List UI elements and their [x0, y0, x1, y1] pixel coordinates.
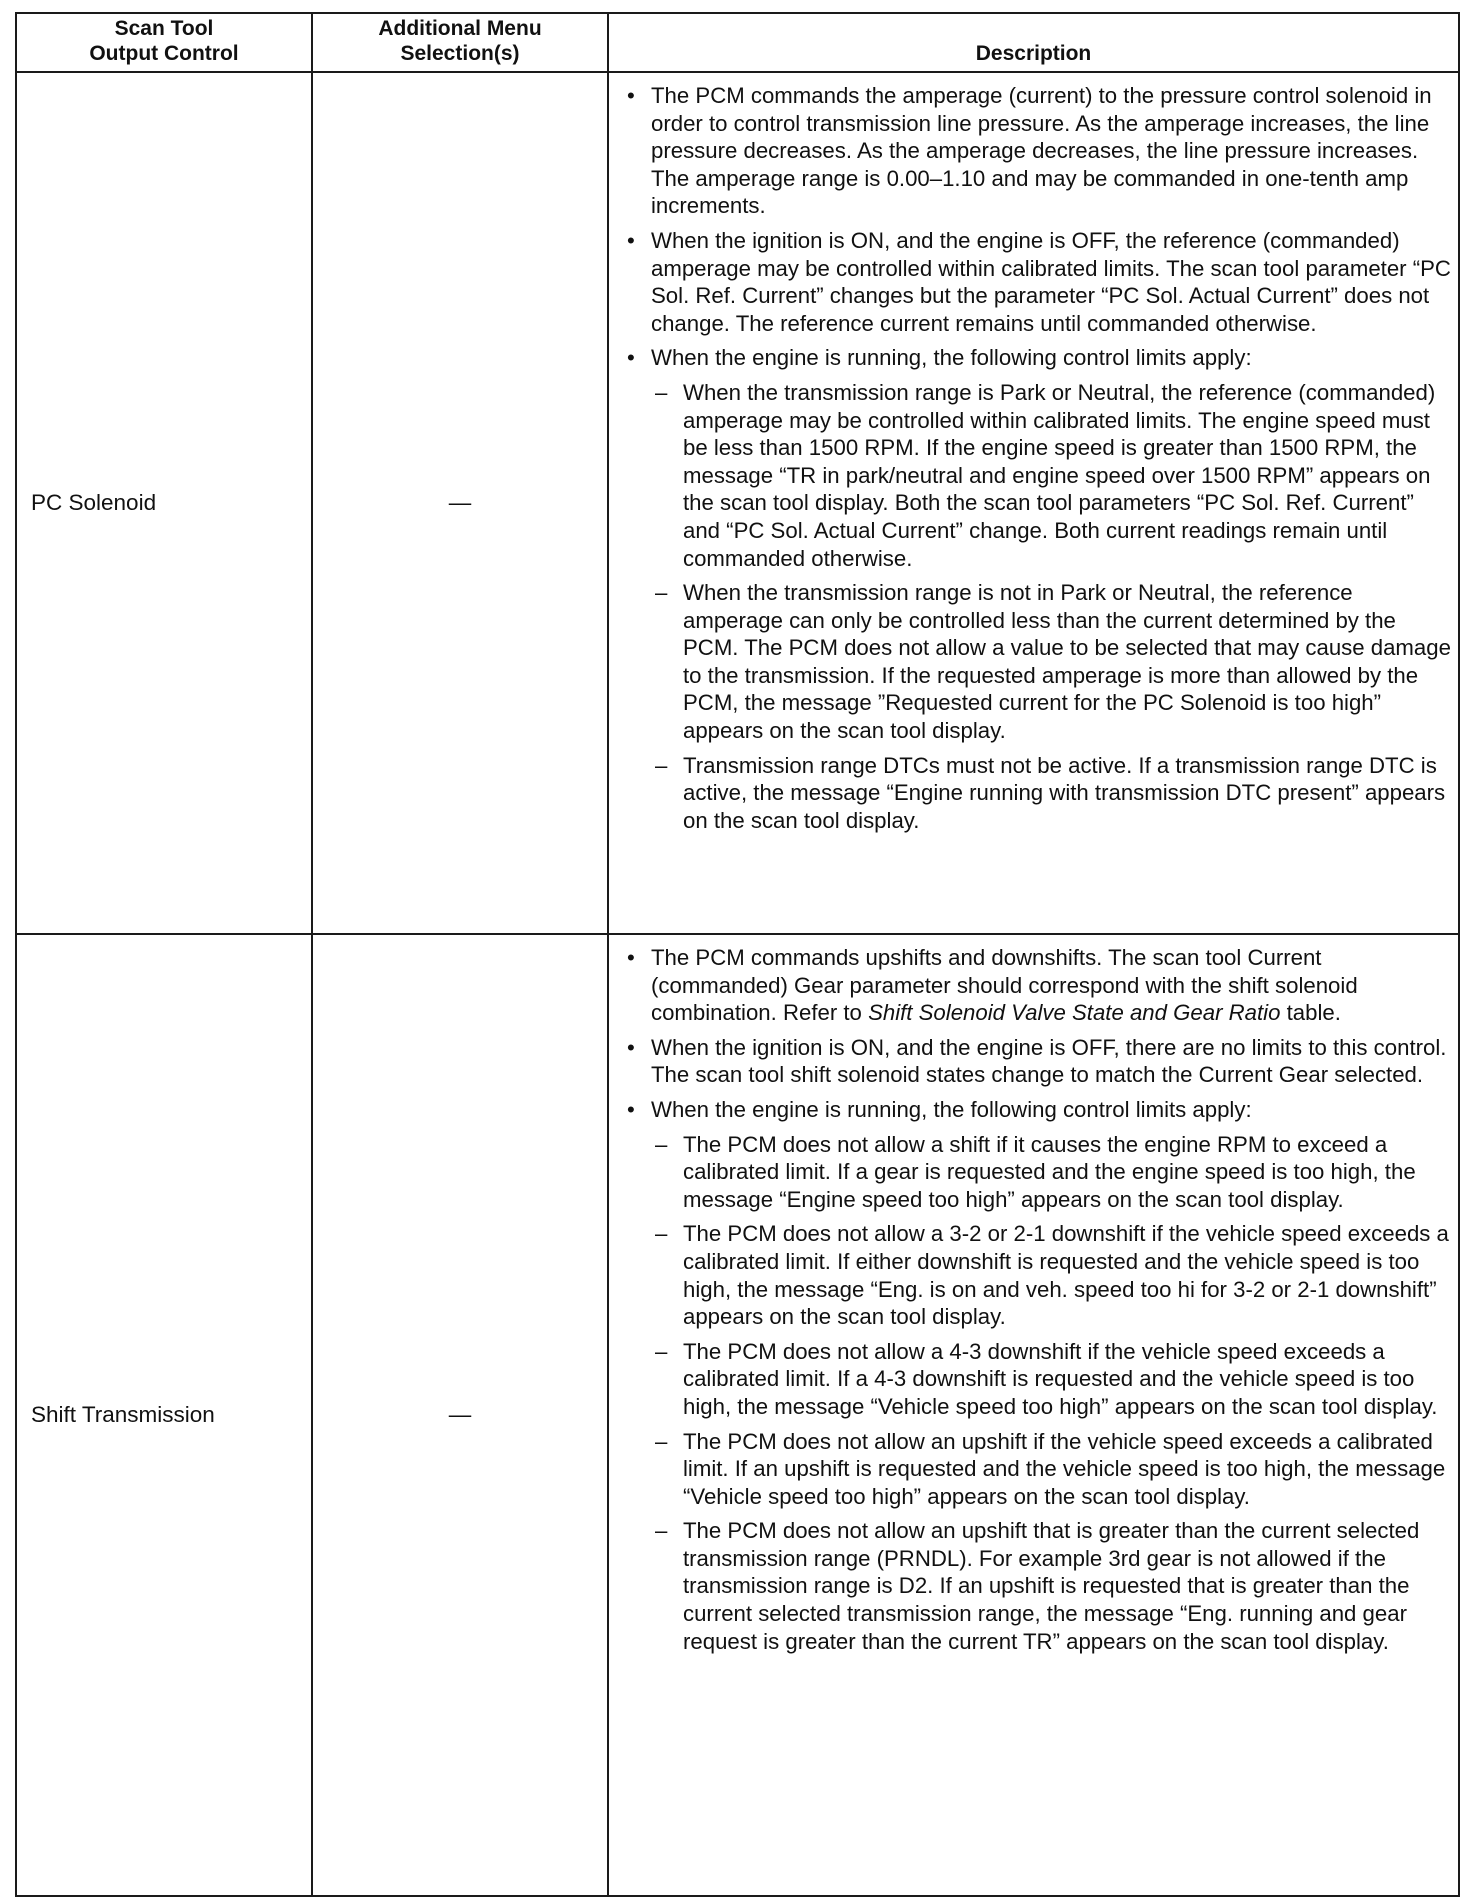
sub-item-text: When the transmission range is Park or Neutral, the reference (commanded) amperage may be controlled within calibrated limits. The engine speed must be less than 1500 RPM. If the engine speed is greater than 1500 RPM, the message “TR in park/neutral and engine speed over 1500 RPM” appears on the scan tool display. Both the scan tool parameters “PC Sol. Ref. Current” and “PC Sol. Actual Current” change. Both current readings remain until commanded otherwise. — [683, 379, 1436, 571]
menu-selection-cell: — — [312, 934, 608, 1896]
bullet-item — [623, 944, 1452, 1027]
dash-icon: – — [655, 1131, 668, 1157]
bullet-item — [623, 1034, 1452, 1089]
bullet-item — [623, 344, 1452, 372]
sub-item — [623, 1517, 1452, 1655]
table-row-shift-transmission — [16, 934, 1459, 1896]
bullet-icon: • — [627, 83, 635, 108]
bullet-icon: • — [627, 345, 635, 371]
bullet-text-post: table. — [1280, 1000, 1341, 1026]
header-control-line2: Output Control — [89, 42, 239, 65]
header-row — [16, 13, 1459, 72]
bullet-icon: • — [627, 1096, 635, 1122]
sub-item-text: The PCM does not allow a 3-2 or 2-1 downshift if the vehicle speed exceeds a calibrated limit. If either downshift is requested and the vehicle speed is too high, the message “Eng. is on and veh. speed too hi for 3-2 or 2-1 downshift” appears on the scan tool display. — [683, 1221, 1449, 1330]
dash-icon: – — [655, 1338, 668, 1364]
description-cell — [608, 72, 1459, 934]
control-cell: PC Solenoid — [16, 72, 312, 934]
menu-selection-cell: — — [312, 72, 608, 934]
sub-item — [623, 379, 1452, 572]
sub-item — [623, 1338, 1452, 1421]
sub-item-text: The PCM does not allow an upshift if the vehicle speed exceeds a calibrated limit. If an upshift is requested and the vehicle speed is too high, the message “Vehicle speed too high” appears on the scan tool display. — [683, 1428, 1446, 1509]
table-row-pc-solenoid — [16, 72, 1459, 934]
sub-item-text: The PCM does not allow a shift if it causes the engine RPM to exceed a calibrated limit. If a gear is requested and the engine speed is too high, the message “Engine speed too high” appears on the scan tool display. — [683, 1131, 1416, 1212]
header-description: Description — [608, 13, 1459, 72]
bullet-item — [623, 1096, 1452, 1124]
sub-item — [623, 1131, 1452, 1214]
bullet-text: The PCM commands the amperage (current) to the pressure control solenoid in order to control transmission line pressure. As the amperage increases, the line pressure decreases. As the amperage decreases, the line pressure increases. The amperage range is 0.00–1.10 and may be commanded in one-tenth amp increments. — [651, 83, 1432, 219]
bullet-text — [651, 944, 1452, 1027]
dash-icon: – — [655, 752, 668, 778]
sub-item — [623, 752, 1452, 835]
sub-item — [623, 579, 1452, 745]
header-scan-tool-output-control — [16, 13, 312, 72]
bullet-icon: • — [627, 227, 635, 253]
bullet-item — [623, 227, 1452, 337]
header-menu-line2: Selection(s) — [400, 42, 520, 65]
sub-item — [623, 1428, 1452, 1511]
scan-tool-output-control-table — [15, 12, 1460, 1897]
sub-item-text: The PCM does not allow a 4-3 downshift if the vehicle speed exceeds a calibrated limit. If a 4-3 downshift is requested and the vehicle speed is too high, the message “Vehicle speed too high” appears on the scan tool display. — [683, 1338, 1438, 1419]
control-cell: Shift Transmission — [16, 934, 312, 1896]
table-reference: Shift Solenoid Valve State and Gear Ratio — [868, 1000, 1281, 1026]
bullet-item — [623, 82, 1452, 220]
dash-icon: – — [655, 379, 668, 405]
header-control-line1: Scan Tool — [114, 17, 214, 40]
sub-item-text: Transmission range DTCs must not be active. If a transmission range DTC is active, the message “Engine running with transmission DTC present” appears on the scan tool display. — [683, 752, 1446, 833]
dash-icon: – — [655, 1428, 668, 1454]
bullet-text: When the ignition is ON, and the engine is OFF, there are no limits to this control. The scan tool shift solenoid states change to match the Current Gear selected. — [651, 1034, 1447, 1088]
header-additional-menu-selections — [312, 13, 608, 72]
bullet-text: When the engine is running, the following control limits apply: — [651, 345, 1252, 371]
dash-icon: – — [655, 1221, 668, 1247]
bullet-text-pre: The PCM commands upshifts and downshifts. The scan tool Current (commanded) Gear parameter should correspond with the shift solenoid combination. Refer to — [651, 945, 1358, 1026]
dash-icon: – — [655, 1518, 668, 1544]
bullet-icon: • — [627, 945, 635, 970]
description-cell — [608, 934, 1459, 1896]
bullet-text: When the ignition is ON, and the engine is OFF, the reference (commanded) amperage may be controlled within calibrated limits. The scan tool parameter “PC Sol. Ref. Current” changes but the parameter “PC Sol. Actual Current” does not change. The reference current remains until commanded otherwise. — [651, 227, 1451, 336]
bullet-text: When the engine is running, the following control limits apply: — [651, 1096, 1252, 1122]
sub-item-text: The PCM does not allow an upshift that is greater than the current selected transmission range (PRNDL). For example 3rd gear is not allowed if the transmission range is D2. If an upshift is requested that is greater than the current selected transmission range, the message “Eng. running and gear request is greater than the current TR” appears on the scan tool display. — [683, 1518, 1420, 1654]
dash-icon: – — [655, 580, 668, 606]
header-menu-line1: Additional Menu — [378, 17, 542, 40]
sub-item — [623, 1220, 1452, 1330]
sub-item-text: When the transmission range is not in Park or Neutral, the reference amperage can only be controlled less than the current determined by the PCM. The PCM does not allow a value to be selected that may cause damage to the transmission. If the requested amperage is more than allowed by the PCM, the message ”Requested current for the PC Solenoid is too high” appears on the scan tool display. — [683, 580, 1451, 744]
bullet-icon: • — [627, 1034, 635, 1060]
